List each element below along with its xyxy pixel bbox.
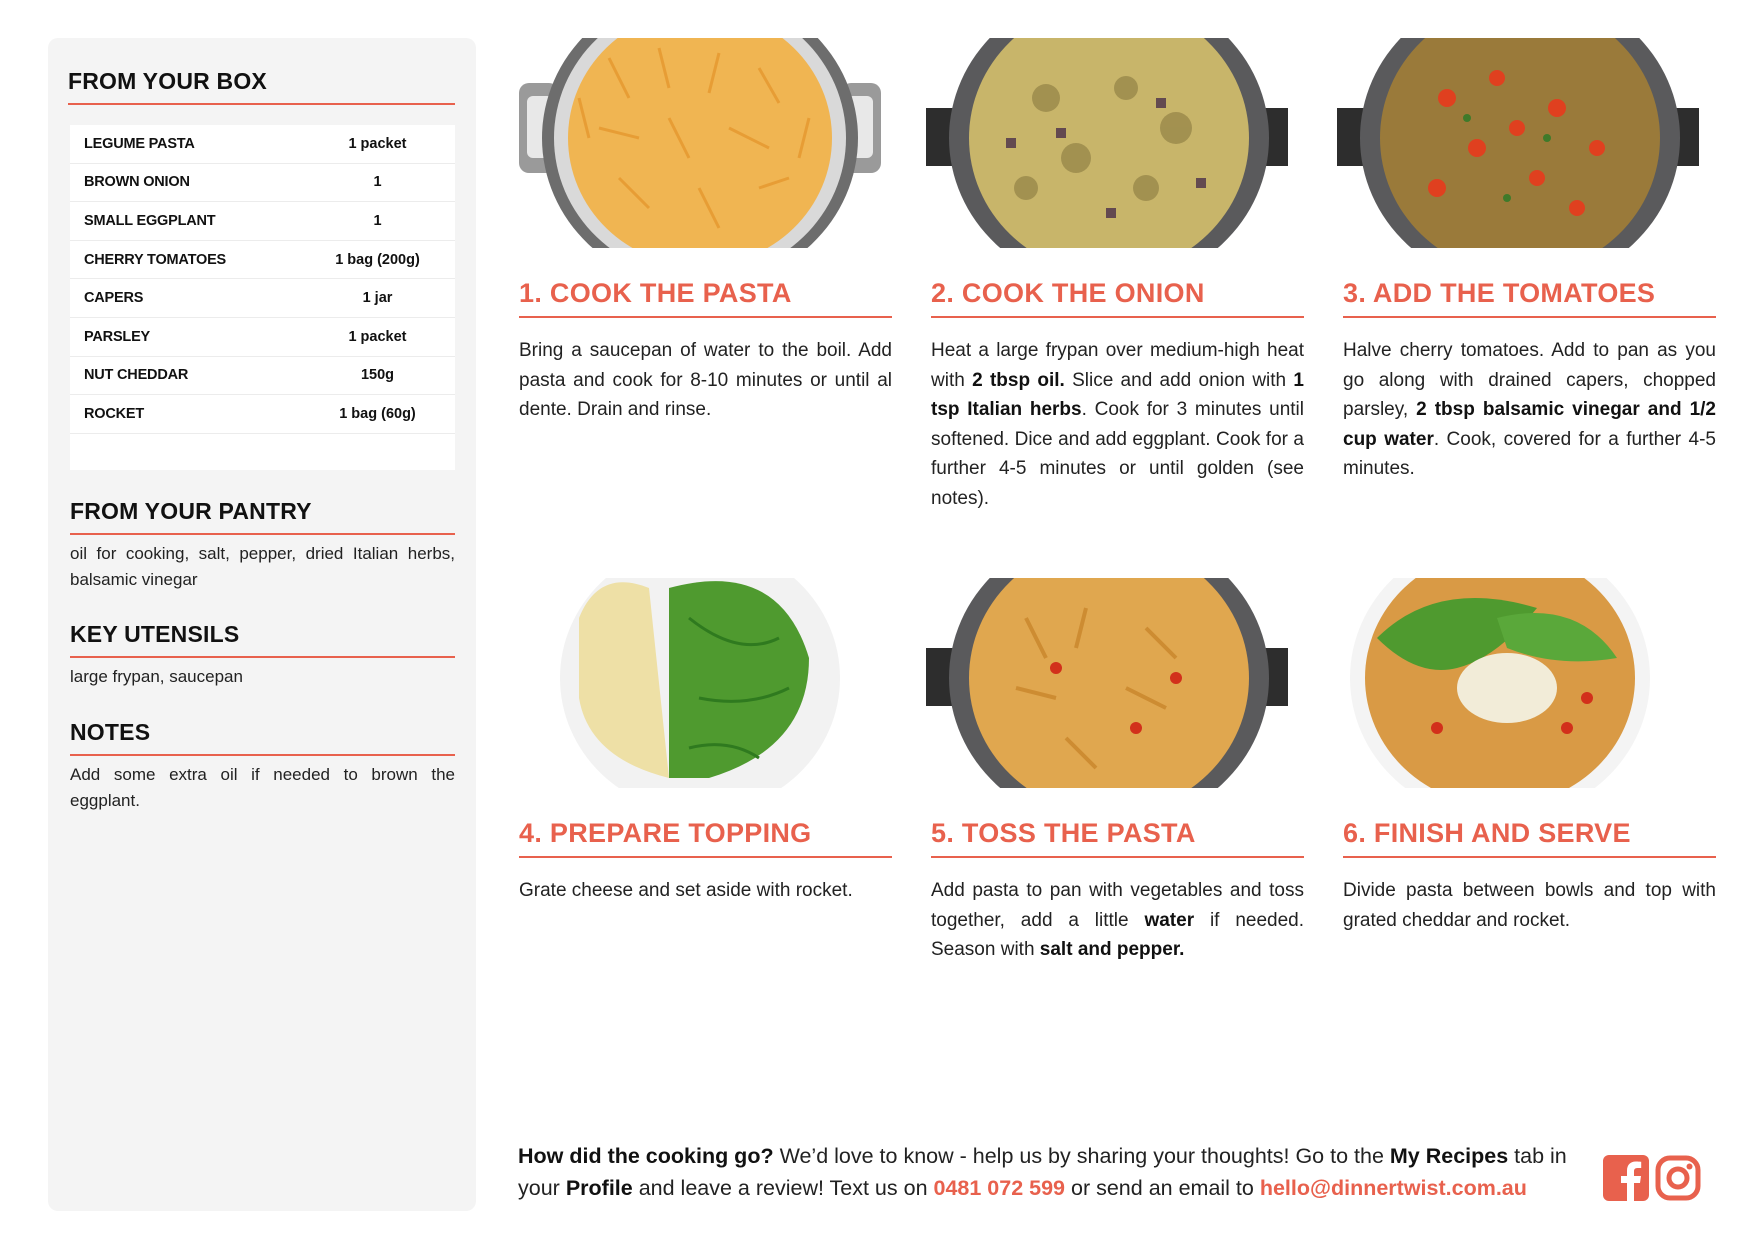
ingredient-row — [70, 318, 455, 357]
step-5-body — [931, 876, 1304, 965]
step-1-title: 1. COOK THE PASTA — [519, 278, 892, 318]
ingredient-qty: 1 bag (60g) — [339, 405, 416, 422]
footer-text-2: tab in your — [518, 1144, 1567, 1200]
ingredient-name: SMALL EGGPLANT — [84, 212, 216, 229]
step-text: Halve cherry tomatoes. Add to pan as you go along with drained capers, chopped parsley, — [1343, 340, 1716, 420]
footer-question: How did the cooking go? — [518, 1144, 774, 1168]
ingredient-qty: 1 — [373, 174, 382, 191]
step-2-photo — [926, 38, 1288, 248]
footer-text-1: We’d love to know - help us by sharing your thoughts! Go to the — [773, 1144, 1390, 1168]
step-text: Grate cheese and set aside with rocket. — [519, 880, 853, 901]
step-text: Slice and add onion with — [1064, 369, 1294, 391]
step-bold-text: salt and pepper. — [1039, 939, 1185, 960]
step-text: Add pasta to pan with vegetables and toss together, add a little — [931, 880, 1304, 931]
phone-link[interactable]: 0481 072 599 — [933, 1176, 1066, 1200]
step-3-photo — [1337, 38, 1699, 248]
ingredient-name: CAPERS — [84, 290, 144, 307]
ingredient-row — [70, 395, 455, 434]
ingredient-row — [70, 241, 455, 280]
ingredient-row — [70, 279, 455, 318]
step-1-photo — [519, 38, 881, 248]
ingredient-qty: 1 — [373, 212, 382, 229]
facebook-icon[interactable] — [1603, 1155, 1649, 1201]
ingredient-name: NUT CHEDDAR — [84, 367, 189, 384]
step-1-body — [519, 336, 892, 425]
ingredient-name: CHERRY TOMATOES — [84, 251, 227, 268]
ingredient-qty: 150g — [360, 367, 395, 384]
pantry-text: oil for cooking, salt, pepper, dried Italian herbs, balsamic vinegar — [70, 544, 455, 589]
ingredient-name: PARSLEY — [84, 328, 151, 345]
step-bold-text: 1 tsp Italian herbs — [931, 369, 1304, 420]
step-2-title: 2. COOK THE ONION — [931, 278, 1304, 318]
from-your-pantry-heading: FROM YOUR PANTRY — [70, 498, 455, 535]
from-your-box-heading: FROM YOUR BOX — [68, 68, 455, 105]
ingredient-qty: 1 jar — [362, 290, 393, 307]
step-text: Heat a large frypan over medium-high heat with — [931, 340, 1304, 391]
step-3-title: 3. ADD THE TOMATOES — [1343, 278, 1716, 318]
step-bold-text: 2 tbsp oil. — [972, 369, 1065, 391]
ingredient-row — [70, 164, 455, 203]
ingredient-row — [70, 125, 455, 164]
key-utensils-heading: KEY UTENSILS — [70, 621, 455, 658]
step-4-title: 4. PREPARE TOPPING — [519, 818, 892, 858]
footer-text-3: and leave a review! Text us on — [632, 1176, 934, 1200]
feedback-footer — [518, 1140, 1578, 1204]
ingredient-qty: 1 bag (200g) — [335, 251, 420, 268]
ingredients-sidebar — [48, 38, 476, 1211]
step-text: . Cook for 3 minutes until softened. Dice and add eggplant. Cook for a further 4-5 minutes or until golden (see notes). — [931, 399, 1305, 509]
notes-text: Add some extra oil if needed to brown the eggplant. — [70, 765, 455, 810]
profile-link[interactable]: Profile — [565, 1176, 633, 1200]
instagram-icon[interactable] — [1655, 1155, 1701, 1201]
ingredients-table — [70, 125, 455, 470]
step-4-photo — [519, 578, 881, 788]
step-6-photo — [1337, 578, 1699, 788]
step-2-body — [931, 336, 1304, 513]
step-5-photo — [926, 578, 1288, 788]
step-4-body — [519, 876, 892, 906]
step-3-body — [1343, 336, 1716, 484]
step-text: Divide pasta between bowls and top with grated cheddar and rocket. — [1343, 880, 1716, 931]
step-6-body — [1343, 876, 1716, 935]
step-bold-text: 2 tbsp balsamic vinegar and 1/2 cup water — [1343, 399, 1716, 450]
step-text: . Cook, covered for a further 4-5 minutes. — [1343, 428, 1716, 479]
ingredient-qty: 1 packet — [348, 328, 407, 345]
ingredient-name: LEGUME PASTA — [84, 135, 195, 152]
step-5-title: 5. TOSS THE PASTA — [931, 818, 1304, 858]
my-recipes-link[interactable]: My Recipes — [1389, 1144, 1509, 1168]
footer-text-4: or send an email to — [1065, 1176, 1260, 1200]
ingredient-row — [70, 357, 455, 396]
step-6-title: 6. FINISH AND SERVE — [1343, 818, 1716, 858]
email-link[interactable]: hello@dinnertwist.com.au — [1259, 1176, 1527, 1200]
step-text: Bring a saucepan of water to the boil. Add pasta and cook for 8-10 minutes or until al dente. Drain and rinse. — [519, 340, 892, 420]
ingredient-name: ROCKET — [84, 405, 145, 422]
ingredient-row — [70, 202, 455, 241]
ingredient-name: BROWN ONION — [84, 174, 190, 191]
ingredient-qty: 1 packet — [348, 135, 407, 152]
step-bold-text: water — [1144, 909, 1195, 931]
step-text: if needed. Season with — [931, 909, 1304, 960]
notes-heading: NOTES — [70, 719, 455, 756]
utensils-text: large frypan, saucepan — [70, 667, 243, 686]
